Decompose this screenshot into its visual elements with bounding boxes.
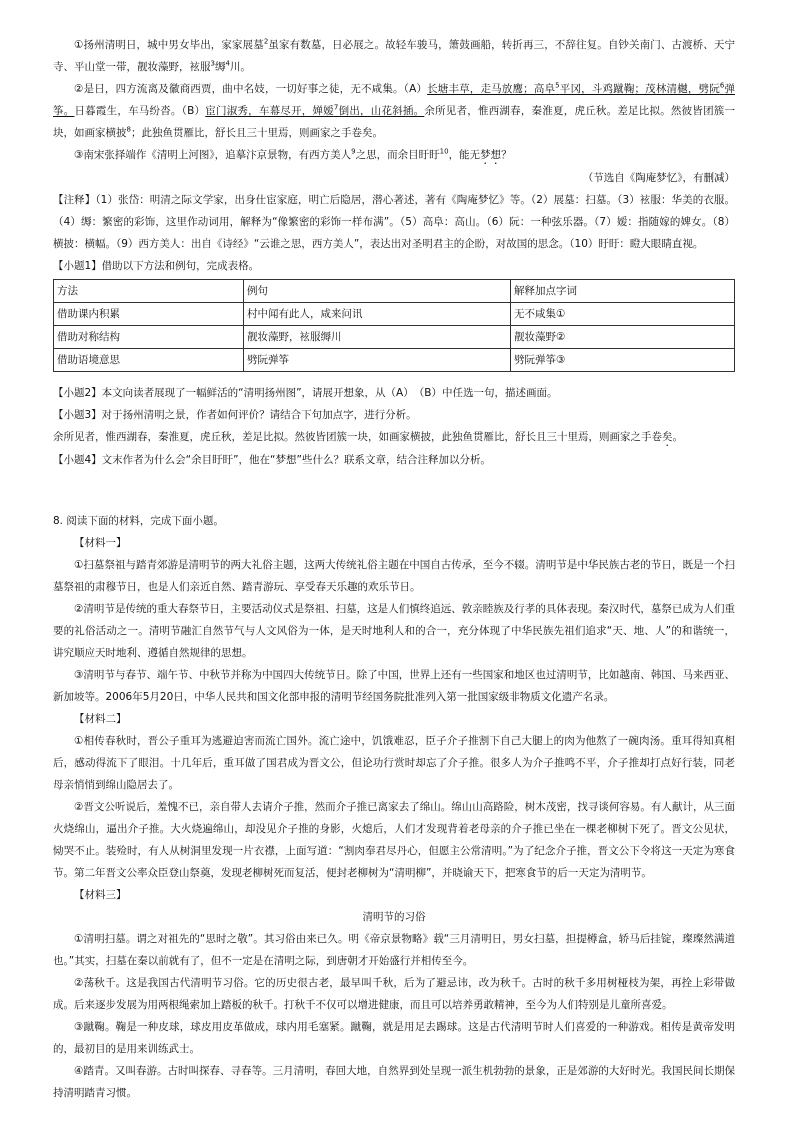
table-cell: 劈阮弹筝 [244, 349, 511, 372]
passage [53, 34, 735, 471]
material-2-paragraph: ②晋文公听说后，羞愧不已，亲自带人去请介子推，然而介子推已离家去了绵山。绵山山高路险，树木茂密，找寻谈何容易。有人献计，从三面火烧绵山，逼出介子推。大火烧遍绵山，却没见介子推的身影，火熄后，人们才发现背着老母亲的介子推已坐在一棵老柳树下死了。晋文公见状，恸哭不止。装殓时，有人从树洞里发现一片衣襟，上面写道：“割肉奉君尽丹心，但愿主公常清明。”为了纪念介子推，晋文公下令将这一天定为寒食节。第二年晋文公率众臣登山祭奠，发现老柳树死而复活，便封老柳树为“清明柳”，并晓谕天下，把寒食节的后一天定为清明节。 [53, 801, 735, 879]
material-3-label: 【材料三】 [74, 889, 127, 901]
table-cell: 无不咸集① [511, 303, 735, 326]
table-cell: 靓妆藻野，袨服缛川 [244, 326, 511, 349]
note-ref-9: 9 [351, 147, 356, 156]
question-4: 【小题4】文末作者为什么会“余目盱盱”，他在“梦想”些什么？联系文章，结合注释加以分析。 [53, 454, 491, 466]
passage-notes: 【注释】（1）张岱：明清之际文学家，出身仕宦家庭，明亡后隐居，潜心著述，著有《陶庵梦忆》等。（2）展墓：扫墓。（3）袨服：华美的衣服。（4）缛：繁密的彩饰，这里作动词用，解释为“像繁密的彩饰一样布满”。（5）高阜：高山。（6）阮：一种弦乐器。（7）嫒：指随嫁的婢女。（8）横披：横幅。（9）西方美人：出自《诗经》“云谁之思，西方美人”，表达出对圣明君主的企盼，对故国的思念。（10）盱盱：瞪大眼睛直视。 [53, 194, 735, 250]
material-1-label: 【材料一】 [74, 537, 127, 549]
underlined-sentence-b: 宦门淑秀，车幕尽开，婵嫒$^7$倒出，山花斜插。 [205, 103, 425, 117]
note-ref-8: 8 [126, 125, 131, 134]
material-3-paragraph: ③蹴鞠。鞠是一种皮球，球皮用皮革做成，球内用毛塞紧。蹴鞠，就是用足去踢球。这是古代清明节时人们喜爱的一种游戏。相传是黄帝发明的，最初目的是用来训练武士。 [53, 1021, 735, 1055]
material-1-paragraph: ③清明节与春节、端午节、中秋节并称为中国四大传统节日。除了中国，世界上还有一些国家和地区也过清明节，比如越南、韩国、马来西亚、新加坡等。2006年5月20日，中华人民共和国文化部申报的清明节经国务院批准列入第一批国家级非物质文化遗产名录。 [53, 669, 735, 703]
material-1-paragraph: ②清明节是传统的重大春祭节日，主要活动仪式是祭祖、扫墓，这是人们慎终追远、敦亲睦族及行孝的具体表现。秦汉时代，墓祭已成为人们重要的礼俗活动之一。清明节融汇自然节气与人文风俗为一体，是天时地利人和的合一，充分体现了中华民族先祖们追求“天、地、人”的和谐统一，讲究顺应天时地利、遵循自然规律的思想。 [53, 603, 735, 659]
note-ref-3: 3 [210, 59, 215, 68]
table-row [54, 349, 735, 372]
material-2-paragraph: ①相传春秋时，晋公子重耳为逃避迫害而流亡国外。流亡途中，饥饿难忍，臣子介子推割下自己大腿上的肉为他熬了一碗肉汤。重耳得知真相后，感动得流下了眼泪。十几年后，重耳做了国君成为晋文公，但论功行赏时却忘了介子推。很多人为介子推鸣不平，介子推却打点好行装，同老母亲悄悄到绵山隐居去了。 [53, 735, 735, 791]
section-8 [53, 510, 735, 1104]
table-cell: 借助课内积累 [54, 303, 244, 326]
table-header: 方法 [54, 280, 244, 303]
passage-paragraph-2: ②是日，四方流离及徽商西贾，曲中名妓，一切好事之徒，无不咸集。（A）长塘丰草，走马放鹰；高阜$^5$平冈，斗鸡蹴鞠；茂林清樾，劈阮$^6$弹筝。日暮霞生，车马纷沓。（B）宦门淑秀，车幕尽开，婵嫒$^7$倒出，山花斜插。余所见者，惟西湖春，秦淮夏，虎丘秋。差足比拟。然彼皆团簇一块，如画家横披$^8$；此独鱼贯雁比，舒长且三十里焉，则画家之手卷矣。 [53, 81, 736, 139]
underlined-sentence-a: 长塘丰草，走马放鹰；高阜$^5$平冈，斗鸡蹴鞠；茂林清樾，劈阮$^6$弹筝。 [53, 81, 735, 117]
table-cell: 借助语境意思 [54, 349, 244, 372]
question-3-quote: 余所见者，惟西湖春，秦淮夏，虎丘秋，差足比拟。然彼皆团簇一块，如画家横披，此独鱼贯雁比，舒长且三十里焉，则画家之手卷矣。 [53, 431, 683, 443]
note-ref-4: 4 [225, 59, 230, 68]
material-3-paragraph: ④踏青。又叫春游。古时叫探春、寻春等。三月清明，春回大地，自然界到处呈现一派生机勃勃的景象，正是郊游的大好时光。我国民间长期保持清明踏青习惯。 [53, 1065, 735, 1099]
table-cell: 借助对称结构 [54, 326, 244, 349]
material-1-paragraph: ①扫墓祭祖与踏青郊游是清明节的两大礼俗主题，这两大传统礼俗主题在中国自古传承，至今不辍。清明节是中华民族古老的节日，既是一个扫墓祭祖的肃穆节日，也是人们亲近自然、踏青游玩、享受春天乐趣的欢乐节日。 [53, 559, 735, 593]
section-8-intro: 8. 阅读下面的材料，完成下面小题。 [53, 515, 224, 527]
table-cell: 靓妆藻野② [511, 326, 735, 349]
table-cell: 村中闻有此人，咸来问讯 [244, 303, 511, 326]
material-3-title: 清明节的习俗 [362, 911, 426, 923]
passage-source: （节选自《陶庵梦忆》，有删减） [582, 172, 735, 184]
table-row [54, 303, 735, 326]
passage-paragraph-3: ③南宋张择端作《清明上河图》，追摹汴京景物，有西方美人$^9$之思，而余目盱盱$^{10}$，能无梦想？ [74, 147, 512, 161]
passage-paragraph-1: ①扬州清明日，城中男女毕出，家家展墓$^2$虽家有数墓，日必展之。故轻车骏马，箫鼓画船，转折再三，不辞往复。自钞关南门、古渡桥、天宁寺、平山堂一带，靓妆藻野，袨服$^3$缛$^4$川。 [53, 37, 736, 73]
question-3: 【小题3】对于扬州清明之景，作者如何评价？请结合下句加点字，进行分析。 [53, 409, 417, 421]
question-2: 【小题2】本文向读者展现了一幅鲜活的“清明扬州图”，请展开想象，从（A） （B）中任选一句，描述画面。 [53, 387, 558, 399]
material-3-paragraph: ②荡秋千。这是我国古代清明节习俗。它的历史很古老，最早叫千秋，后为了避忌讳，改为秋千。古时的秋千多用树桠枝为架，再拴上彩带做成。后来逐步发展为用两根绳索加上踏板的秋千。打秋千不仅可以增进健康，而且可以培养勇敢精神，至今为人们特别是儿童所喜爱。 [53, 977, 735, 1011]
table-cell: 劈阮弹筝③ [511, 349, 735, 372]
table-header: 例句 [244, 280, 511, 303]
material-3-paragraph: ①清明扫墓。谓之对祖先的“思时之敬”。其习俗由来已久。明《帝京景物略》载“三月清明日，男女扫墓，担提樽盒，轿马后挂锭，璨璨然满道也。”其实，扫墓在秦以前就有了，但不一定是在清明之际，到唐朝才开始盛行并相传至今。 [53, 933, 735, 967]
table-header: 解释加点字词 [511, 280, 735, 303]
dotted-word-dream: 梦想 [480, 149, 502, 161]
answer-table [53, 279, 735, 372]
table-row [54, 326, 735, 349]
note-ref-2: 2 [263, 37, 269, 46]
question-1: 【小题1】借助以下方法和例句，完成表格。 [53, 260, 260, 272]
table-header-row [54, 280, 735, 303]
dotted-word-yi: 矣 [662, 431, 673, 443]
material-2-label: 【材料二】 [74, 713, 127, 725]
note-ref-10: 10 [439, 147, 449, 156]
